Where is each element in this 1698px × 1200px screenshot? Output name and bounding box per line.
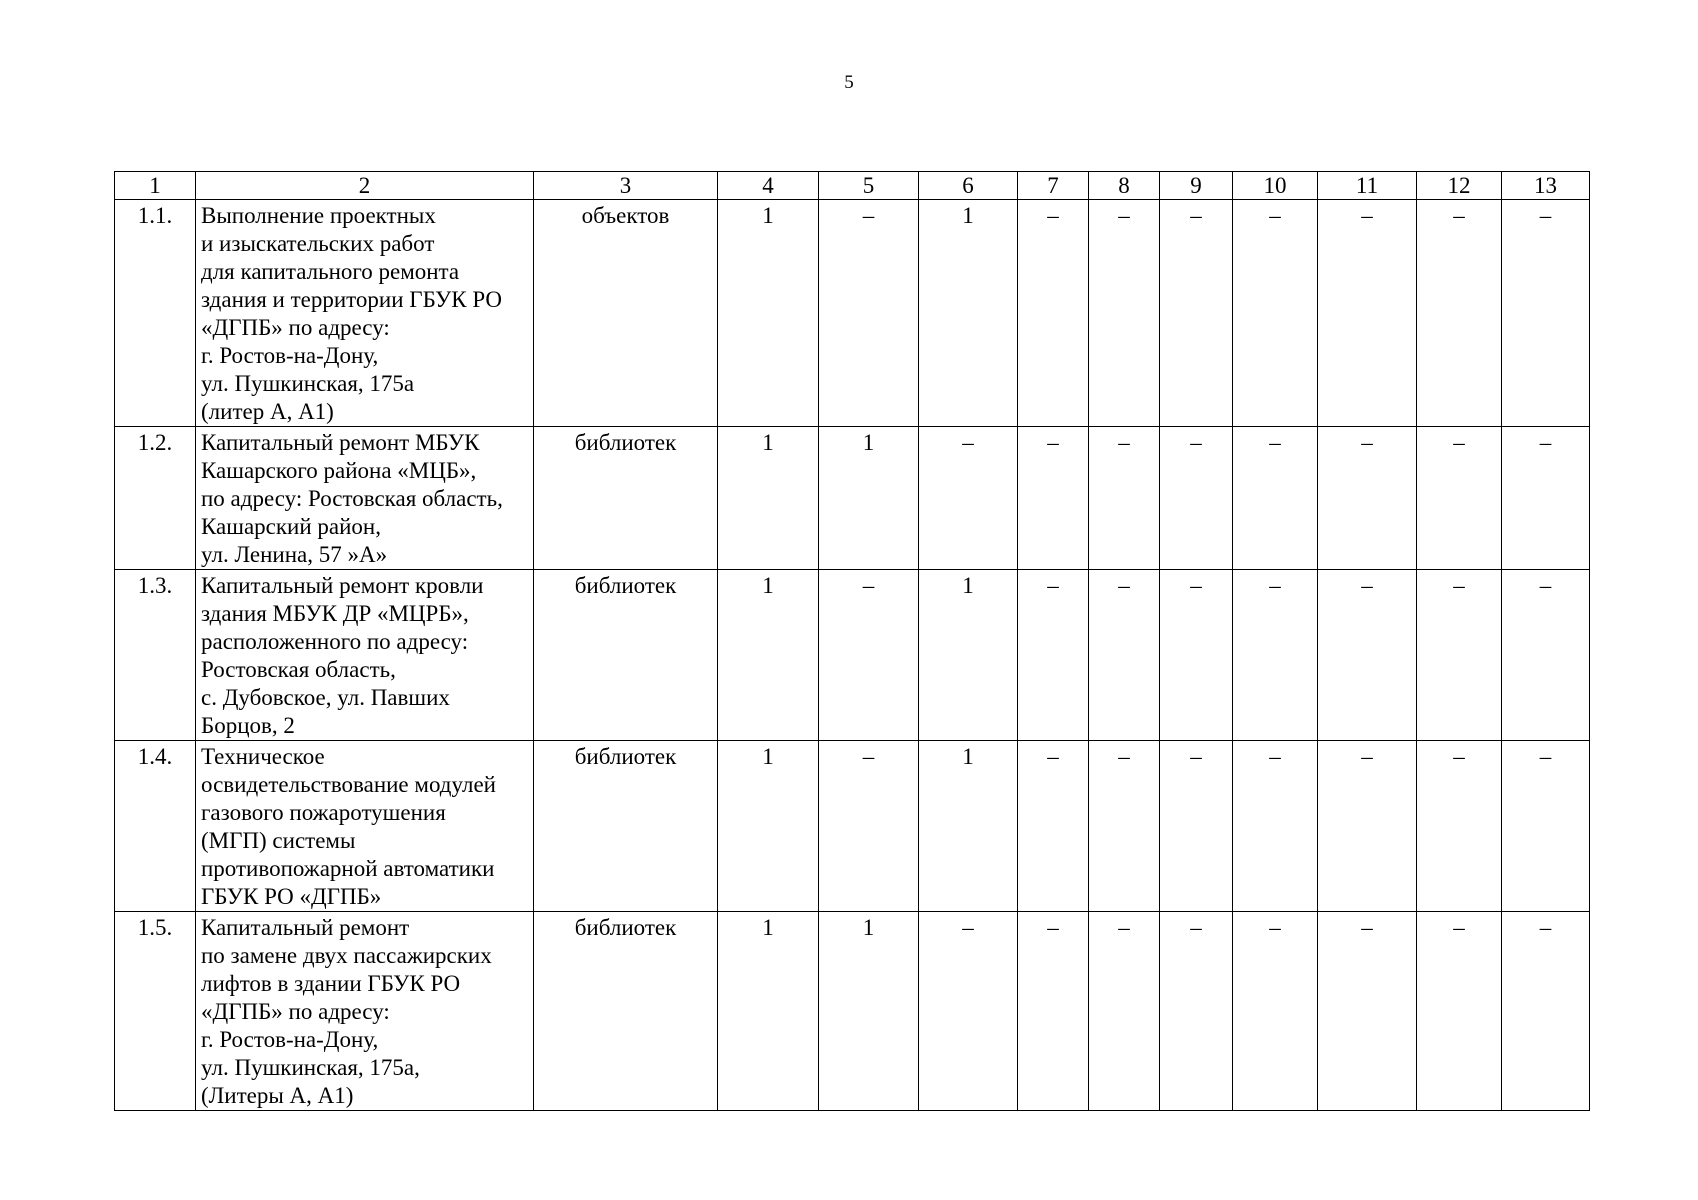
row-unit: библиотек — [534, 427, 718, 570]
row-value: – — [1417, 427, 1502, 570]
row-name — [196, 741, 534, 912]
row-value: – — [1233, 427, 1318, 570]
row-name-line: расположенного по адресу: — [201, 629, 469, 654]
column-header: 7 — [1018, 172, 1089, 200]
row-value: – — [1160, 200, 1233, 427]
row-name-line: ул. Ленина, 57 »А» — [201, 542, 388, 567]
row-value: – — [1233, 570, 1318, 741]
row-name-line: противопожарной автоматики — [201, 856, 495, 881]
row-value: 1 — [819, 912, 919, 1111]
page-number: 5 — [844, 72, 854, 93]
row-name-line: г. Ростов-на-Дону, — [201, 1027, 379, 1052]
row-value: – — [1160, 570, 1233, 741]
row-value: – — [1089, 570, 1160, 741]
row-value: 1 — [718, 427, 819, 570]
row-name-line: по адресу: Ростовская область, — [201, 486, 503, 511]
row-name-line: (Литеры А, А1) — [201, 1083, 354, 1108]
row-value: 1 — [718, 570, 819, 741]
row-name-line: для капитального ремонта — [201, 259, 460, 284]
row-name — [196, 427, 534, 570]
row-name-line: освидетельствование модулей — [201, 772, 496, 797]
row-value: – — [1160, 912, 1233, 1111]
row-name-line: «ДГПБ» по адресу: — [201, 315, 390, 340]
table-row — [115, 427, 1590, 570]
row-number: 1.3. — [115, 570, 196, 741]
table-row — [115, 200, 1590, 427]
row-name — [196, 912, 534, 1111]
row-value: – — [1018, 200, 1089, 427]
row-name-line: Кашарский район, — [201, 514, 381, 539]
row-value: – — [919, 427, 1018, 570]
row-value: – — [1502, 200, 1590, 427]
row-value: – — [1233, 200, 1318, 427]
row-value: 1 — [718, 741, 819, 912]
row-value: – — [1089, 427, 1160, 570]
header-row — [115, 172, 1590, 200]
column-header: 11 — [1318, 172, 1417, 200]
row-name-line: Ростовская область, — [201, 657, 396, 682]
row-value: 1 — [919, 741, 1018, 912]
row-name-line: здания и территории ГБУК РО — [201, 287, 503, 312]
row-unit: библиотек — [534, 570, 718, 741]
row-value: – — [1089, 741, 1160, 912]
row-value: – — [1018, 741, 1089, 912]
table-row — [115, 912, 1590, 1111]
row-name-line: Капитальный ремонт МБУК — [201, 430, 480, 455]
row-value: – — [819, 741, 919, 912]
table-row — [115, 741, 1590, 912]
column-header: 12 — [1417, 172, 1502, 200]
column-header: 3 — [534, 172, 718, 200]
row-value: – — [1018, 570, 1089, 741]
row-name-line: Капитальный ремонт кровли — [201, 573, 484, 598]
row-unit: библиотек — [534, 741, 718, 912]
row-name-line: (МГП) системы — [201, 828, 356, 853]
row-name-line: Капитальный ремонт — [201, 915, 410, 940]
table-row — [115, 570, 1590, 741]
row-unit: библиотек — [534, 912, 718, 1111]
row-number: 1.4. — [115, 741, 196, 912]
column-header: 6 — [919, 172, 1018, 200]
column-header: 1 — [115, 172, 196, 200]
row-value: – — [1233, 741, 1318, 912]
row-value: – — [1417, 741, 1502, 912]
row-value: – — [1417, 200, 1502, 427]
row-value: – — [1018, 427, 1089, 570]
row-value: – — [1089, 200, 1160, 427]
row-value: 1 — [819, 427, 919, 570]
row-value: 1 — [919, 570, 1018, 741]
row-value: – — [1160, 427, 1233, 570]
row-value: – — [1502, 912, 1590, 1111]
row-value: – — [1318, 200, 1417, 427]
row-name-line: г. Ростов-на-Дону, — [201, 343, 379, 368]
column-header: 2 — [196, 172, 534, 200]
row-name — [196, 570, 534, 741]
row-value: – — [1160, 741, 1233, 912]
row-name-line: ул. Пушкинская, 175а — [201, 371, 415, 396]
column-header: 5 — [819, 172, 919, 200]
row-number: 1.1. — [115, 200, 196, 427]
row-value: – — [1318, 741, 1417, 912]
column-header: 9 — [1160, 172, 1233, 200]
row-name-line: ул. Пушкинская, 175а, — [201, 1055, 420, 1080]
row-value: 1 — [718, 912, 819, 1111]
column-header: 10 — [1233, 172, 1318, 200]
row-name-line: газового пожаротушения — [201, 800, 446, 825]
row-value: – — [1417, 912, 1502, 1111]
row-value: – — [819, 570, 919, 741]
column-header: 4 — [718, 172, 819, 200]
row-name-line: ГБУК РО «ДГПБ» — [201, 884, 382, 909]
row-value: – — [1502, 570, 1590, 741]
data-table — [114, 171, 1590, 1111]
row-value: – — [1502, 427, 1590, 570]
row-value: – — [1018, 912, 1089, 1111]
row-value: – — [1318, 912, 1417, 1111]
row-name-line: и изыскательских работ — [201, 231, 435, 256]
row-name-line: здания МБУК ДР «МЦРБ», — [201, 601, 469, 626]
row-name-line: Техническое — [201, 744, 325, 769]
row-value: – — [1318, 427, 1417, 570]
row-name-line: по замене двух пассажирских — [201, 943, 492, 968]
row-value: – — [1502, 741, 1590, 912]
row-name-line: с. Дубовское, ул. Павших — [201, 685, 450, 710]
column-header: 8 — [1089, 172, 1160, 200]
row-name-line: лифтов в здании ГБУК РО — [201, 971, 461, 996]
row-name-line: Борцов, 2 — [201, 713, 295, 738]
row-value: – — [1318, 570, 1417, 741]
row-name-line: «ДГПБ» по адресу: — [201, 999, 390, 1024]
row-number: 1.2. — [115, 427, 196, 570]
row-name-line: Кашарского района «МЦБ», — [201, 458, 477, 483]
row-number: 1.5. — [115, 912, 196, 1111]
row-name-line: Выполнение проектных — [201, 203, 436, 228]
row-value: 1 — [919, 200, 1018, 427]
row-value: 1 — [718, 200, 819, 427]
row-unit: объектов — [534, 200, 718, 427]
row-value: – — [1233, 912, 1318, 1111]
column-header: 13 — [1502, 172, 1590, 200]
row-value: – — [819, 200, 919, 427]
row-name — [196, 200, 534, 427]
row-value: – — [1417, 570, 1502, 741]
row-value: – — [1089, 912, 1160, 1111]
row-value: – — [919, 912, 1018, 1111]
row-name-line: (литер А, А1) — [201, 399, 334, 424]
